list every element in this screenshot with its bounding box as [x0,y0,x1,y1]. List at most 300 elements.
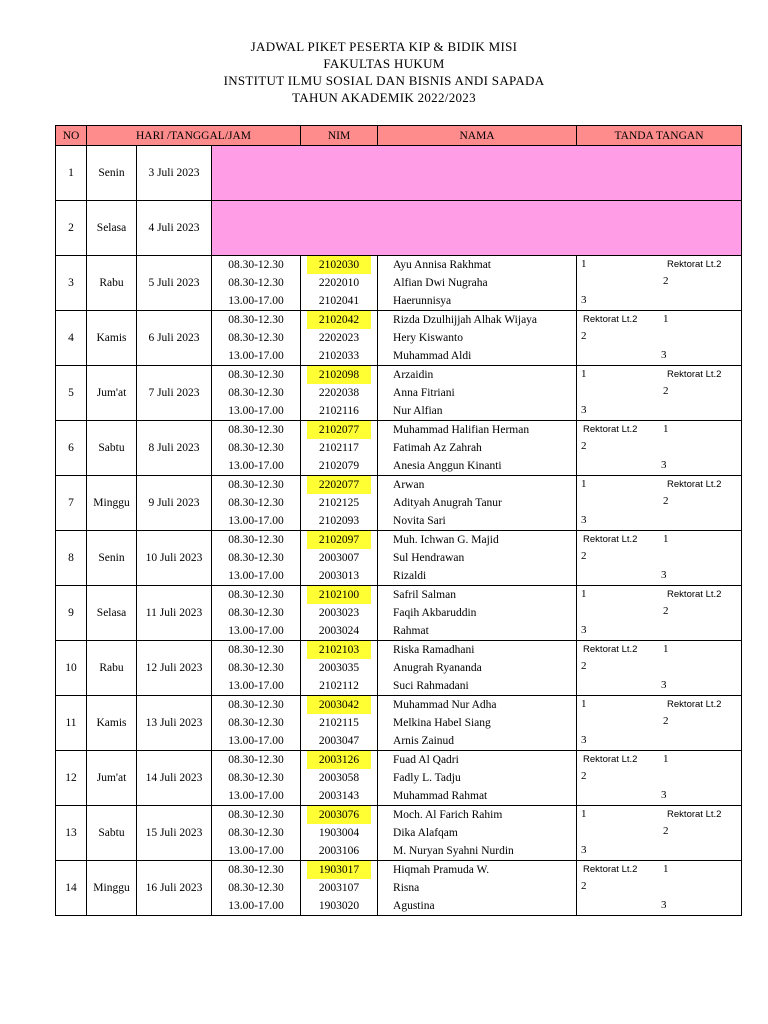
row-day: Jum'at [87,751,137,806]
nama-value: Suci Rahmadani [393,680,469,692]
nama-value: Hery Kiswanto [393,332,463,344]
jam-cell [212,311,301,366]
row-day: Senin [87,531,137,586]
row-date: 6 Juli 2023 [137,311,212,366]
nim-value [301,769,377,787]
title-line-4: TAHUN AKADEMIK 2022/2023 [292,90,476,105]
row-number: 12 [56,751,87,806]
nim-value [301,787,377,805]
nim-text: 2202038 [318,387,360,399]
jam-value: 13.00-17.00 [228,405,284,417]
sign-number: 3 [581,404,587,416]
nim-value [301,641,377,659]
nim-value [301,402,377,420]
jam-cell [212,586,301,641]
nama-value: Muh. Ichwan G. Majid [393,534,499,546]
nama-cell [378,586,577,641]
nim-value [301,824,377,842]
row-day: Jum'at [87,366,137,421]
nama-value: Agustina [393,900,435,912]
jam-value: 08.30-12.30 [228,644,284,656]
jam-value: 08.30-12.30 [228,534,284,546]
jam-value: 08.30-12.30 [228,387,284,399]
row-date: 3 Juli 2023 [137,146,212,201]
nim-value [301,586,377,604]
nim-highlighted: 2202077 [307,476,371,494]
nama-value: Hiqmah Pramuda W. [393,864,490,876]
sign-number: 2 [663,825,669,837]
nim-highlighted: 2102098 [307,366,371,384]
table-row [56,751,742,806]
row-date: 7 Juli 2023 [137,366,212,421]
row-date: 5 Juli 2023 [137,256,212,311]
signature-cell [577,861,742,916]
nama-value: Moch. Al Farich Rahim [393,809,503,821]
nim-text: 2003106 [318,845,360,857]
row-day: Rabu [87,256,137,311]
nama-cell [378,421,577,476]
signature-cell [577,366,742,421]
nim-cell [301,476,378,531]
jam-value: 08.30-12.30 [228,662,284,674]
nama-value: Faqih Akbaruddin [393,607,477,619]
nama-value: Muhammad Rahmat [393,790,488,802]
jam-cell [212,696,301,751]
sign-number: 1 [663,643,669,655]
nim-text: 2003058 [318,772,360,784]
nim-value [301,806,377,824]
nim-value [301,604,377,622]
nim-value [301,622,377,640]
nama-value: Sul Hendrawan [393,552,465,564]
jam-value: 13.00-17.00 [228,845,284,857]
nama-cell [378,751,577,806]
header-nama: NAMA [378,126,577,146]
row-date: 9 Juli 2023 [137,476,212,531]
table-row [56,256,742,311]
nim-text: 2102112 [319,680,359,692]
nim-value [301,439,377,457]
nama-value: Novita Sari [393,515,446,527]
nim-highlighted: 2003126 [307,751,371,769]
nim-text: 2003013 [318,570,360,582]
sign-number: 2 [663,605,669,617]
jam-value: 08.30-12.30 [228,589,284,601]
title-line-2: FAKULTAS HUKUM [323,56,445,71]
nim-value [301,732,377,750]
jam-value: 08.30-12.30 [228,277,284,289]
location-label: Rektorat Lt.2 [667,809,722,820]
nim-highlighted: 2102077 [307,421,371,439]
nama-value: Fatimah Az Zahrah [393,442,482,454]
jam-value: 13.00-17.00 [228,570,284,582]
row-date: 16 Juli 2023 [137,861,212,916]
jam-cell [212,806,301,861]
nama-value: Melkina Habel Siang [393,717,491,729]
sign-number: 3 [581,294,587,306]
nim-cell [301,806,378,861]
nim-value [301,567,377,585]
nim-text: 2102079 [318,460,360,472]
jam-value: 08.30-12.30 [228,259,284,271]
signature-cell [577,696,742,751]
jam-cell [212,531,301,586]
nim-cell [301,751,378,806]
nama-value: Arwan [393,479,425,491]
nama-cell [378,366,577,421]
nim-text: 1903020 [318,900,360,912]
table-row [56,421,742,476]
nim-value [301,366,377,384]
row-number: 14 [56,861,87,916]
nama-value: M. Nuryan Syahni Nurdin [393,845,514,857]
nama-value: Anesia Anggun Kinanti [393,460,502,472]
table-row [56,696,742,751]
nim-value [301,531,377,549]
sign-number: 1 [581,258,587,270]
row-number: 7 [56,476,87,531]
header-tanda-tangan: TANDA TANGAN [577,126,742,146]
sign-number: 2 [663,385,669,397]
nim-highlighted: 2102042 [307,311,371,329]
sign-number: 3 [661,789,667,801]
sign-number: 3 [581,514,587,526]
location-label: Rektorat Lt.2 [667,699,722,710]
row-date: 4 Juli 2023 [137,201,212,256]
nim-value [301,274,377,292]
nama-value: Arnis Zainud [393,735,455,747]
nim-text: 2102125 [318,497,360,509]
row-day: Minggu [87,476,137,531]
nim-cell [301,531,378,586]
location-label: Rektorat Lt.2 [667,589,722,600]
nama-value: Arzaidin [393,369,434,381]
sign-number: 1 [663,313,669,325]
jam-value: 08.30-12.30 [228,699,284,711]
nama-cell [378,531,577,586]
signature-cell [577,586,742,641]
table-row [56,476,742,531]
signature-cell [577,751,742,806]
nim-text: 1903004 [318,827,360,839]
row-number: 11 [56,696,87,751]
location-label: Rektorat Lt.2 [583,534,638,545]
nim-text: 2102116 [319,405,359,417]
nim-value [301,842,377,860]
header-hari-tanggal-jam: HARI /TANGGAL/JAM [87,126,301,146]
nim-value [301,421,377,439]
table-row [56,311,742,366]
nama-value: Dika Alafqam [393,827,458,839]
jam-cell [212,366,301,421]
nim-value [301,457,377,475]
sign-number: 1 [663,863,669,875]
row-number: 5 [56,366,87,421]
nim-value [301,714,377,732]
nim-cell [301,366,378,421]
row-day: Sabtu [87,421,137,476]
nim-highlighted: 2003042 [307,696,371,714]
location-label: Rektorat Lt.2 [583,644,638,655]
row-date: 8 Juli 2023 [137,421,212,476]
sign-number: 3 [661,349,667,361]
nama-value: Fuad Al Qadri [393,754,459,766]
table-row [56,146,742,201]
nim-cell [301,861,378,916]
table-header-row [56,126,742,146]
sign-number: 2 [581,550,587,562]
nama-cell [378,861,577,916]
location-label: Rektorat Lt.2 [583,754,638,765]
jam-value: 08.30-12.30 [228,479,284,491]
nama-value: Haerunnisya [393,295,452,307]
nim-text: 2003007 [318,552,360,564]
row-number: 4 [56,311,87,366]
row-number: 8 [56,531,87,586]
sign-number: 2 [663,495,669,507]
table-row [56,201,742,256]
row-number: 13 [56,806,87,861]
nim-text: 2003143 [318,790,360,802]
sign-number: 1 [581,478,587,490]
nama-value: Risna [393,882,420,894]
nama-value: Safril Salman [393,589,456,601]
nama-value: Anugrah Ryananda [393,662,482,674]
location-label: Rektorat Lt.2 [667,369,722,380]
jam-value: 08.30-12.30 [228,442,284,454]
sign-number: 3 [661,679,667,691]
jam-value: 13.00-17.00 [228,790,284,802]
jam-value: 08.30-12.30 [228,607,284,619]
nim-cell [301,696,378,751]
nama-value: Riska Ramadhani [393,644,475,656]
row-day: Sabtu [87,806,137,861]
nim-text: 2003107 [318,882,360,894]
nim-value [301,256,377,274]
signature-cell [577,806,742,861]
nim-text: 2003023 [318,607,360,619]
nim-text: 2003024 [318,625,360,637]
jam-value: 08.30-12.30 [228,332,284,344]
nim-text: 2102117 [319,442,359,454]
nama-cell [378,641,577,696]
nim-text: 2102033 [318,350,360,362]
nim-value [301,494,377,512]
sign-number: 3 [661,459,667,471]
location-label: Rektorat Lt.2 [667,259,722,270]
nim-highlighted: 1903017 [307,861,371,879]
sign-number: 3 [581,734,587,746]
jam-value: 08.30-12.30 [228,314,284,326]
nim-value [301,347,377,365]
schedule-table [55,125,742,916]
sign-number: 3 [581,624,587,636]
nama-value: Anna Fitriani [393,387,455,399]
nim-text: 2202010 [318,277,360,289]
jam-value: 08.30-12.30 [228,754,284,766]
jam-cell [212,641,301,696]
nama-value: Nur Alfian [393,405,443,417]
jam-cell [212,421,301,476]
nim-cell [301,256,378,311]
location-label: Rektorat Lt.2 [667,479,722,490]
nama-value: Rizda Dzulhijjah Alhak Wijaya [393,314,538,326]
row-date: 15 Juli 2023 [137,806,212,861]
row-day: Kamis [87,696,137,751]
nama-value: Fadly L. Tadju [393,772,461,784]
jam-value: 08.30-12.30 [228,552,284,564]
table-row [56,586,742,641]
jam-value: 13.00-17.00 [228,680,284,692]
nim-value [301,329,377,347]
jam-value: 08.30-12.30 [228,424,284,436]
nim-highlighted: 2102100 [307,586,371,604]
sign-number: 2 [663,275,669,287]
row-date: 10 Juli 2023 [137,531,212,586]
location-label: Rektorat Lt.2 [583,314,638,325]
jam-value: 08.30-12.30 [228,369,284,381]
nim-value [301,659,377,677]
row-day: Senin [87,146,137,201]
row-number: 3 [56,256,87,311]
nama-value: Rizaldi [393,570,427,582]
jam-cell [212,861,301,916]
row-number: 9 [56,586,87,641]
nama-cell [378,311,577,366]
jam-value: 13.00-17.00 [228,460,284,472]
title-line-3: INSTITUT ILMU SOSIAL DAN BISNIS ANDI SAPADA [223,73,545,88]
jam-value: 13.00-17.00 [228,625,284,637]
sign-number: 1 [581,808,587,820]
row-number: 1 [56,146,87,201]
nim-cell [301,421,378,476]
nama-cell [378,806,577,861]
jam-cell [212,256,301,311]
nim-cell [301,641,378,696]
jam-value: 13.00-17.00 [228,515,284,527]
nama-value: Adityah Anugrah Tanur [393,497,502,509]
sign-number: 3 [661,569,667,581]
sign-number: 1 [581,588,587,600]
sign-number: 1 [581,368,587,380]
nim-highlighted: 2003076 [307,806,371,824]
signature-cell [577,641,742,696]
signature-cell [577,476,742,531]
nim-text: 2102115 [319,717,359,729]
jam-value: 13.00-17.00 [228,900,284,912]
sign-number: 1 [663,753,669,765]
jam-value: 13.00-17.00 [228,735,284,747]
nama-cell [378,476,577,531]
nim-highlighted: 2102103 [307,641,371,659]
nim-value [301,861,377,879]
sign-number: 1 [663,423,669,435]
nama-value: Alfian Dwi Nugraha [393,277,488,289]
nim-value [301,897,377,915]
table-row [56,641,742,696]
nim-value [301,292,377,310]
sign-number: 2 [581,770,587,782]
nim-value [301,549,377,567]
nama-value: Ayu Annisa Rakhmat [393,259,491,271]
row-number: 6 [56,421,87,476]
signature-cell [577,311,742,366]
nama-value: Muhammad Halifian Herman [393,424,530,436]
nim-highlighted: 2102030 [307,256,371,274]
jam-value: 08.30-12.30 [228,882,284,894]
table-row [56,806,742,861]
sign-number: 2 [663,715,669,727]
nama-value: Muhammad Aldi [393,350,472,362]
jam-value: 08.30-12.30 [228,864,284,876]
sign-number: 2 [581,330,587,342]
row-date: 14 Juli 2023 [137,751,212,806]
table-row [56,366,742,421]
title-line-1: JADWAL PIKET PESERTA KIP & BIDIK MISI [250,39,518,54]
table-body [56,146,742,916]
nim-text: 2003035 [318,662,360,674]
row-day: Selasa [87,201,137,256]
sign-number: 2 [581,880,587,892]
nama-value: Muhammad Nur Adha [393,699,497,711]
nim-text: 2102041 [318,295,360,307]
nim-highlighted: 2102097 [307,531,371,549]
empty-slot [212,146,742,201]
nim-value [301,384,377,402]
row-number: 2 [56,201,87,256]
row-day: Rabu [87,641,137,696]
jam-value: 13.00-17.00 [228,350,284,362]
row-date: 13 Juli 2023 [137,696,212,751]
sign-number: 2 [581,660,587,672]
sign-number: 1 [581,698,587,710]
document-title [0,38,768,106]
jam-value: 08.30-12.30 [228,772,284,784]
empty-slot [212,201,742,256]
row-number: 10 [56,641,87,696]
signature-cell [577,256,742,311]
jam-cell [212,476,301,531]
nim-value [301,879,377,897]
nim-text: 2003047 [318,735,360,747]
nim-text: 2202023 [318,332,360,344]
sign-number: 1 [663,533,669,545]
nim-value [301,512,377,530]
row-date: 11 Juli 2023 [137,586,212,641]
table-row [56,531,742,586]
jam-value: 08.30-12.30 [228,827,284,839]
nim-cell [301,586,378,641]
nama-value: Rahmat [393,625,429,637]
header-nim: NIM [301,126,378,146]
row-day: Selasa [87,586,137,641]
nim-value [301,311,377,329]
location-label: Rektorat Lt.2 [583,424,638,435]
header-no: NO [56,126,87,146]
sign-number: 2 [581,440,587,452]
nim-value [301,751,377,769]
nama-cell [378,256,577,311]
nim-cell [301,311,378,366]
nim-value [301,696,377,714]
jam-value: 13.00-17.00 [228,295,284,307]
nim-value [301,476,377,494]
jam-cell [212,751,301,806]
nim-value [301,677,377,695]
signature-cell [577,421,742,476]
nama-cell [378,696,577,751]
table-row [56,861,742,916]
